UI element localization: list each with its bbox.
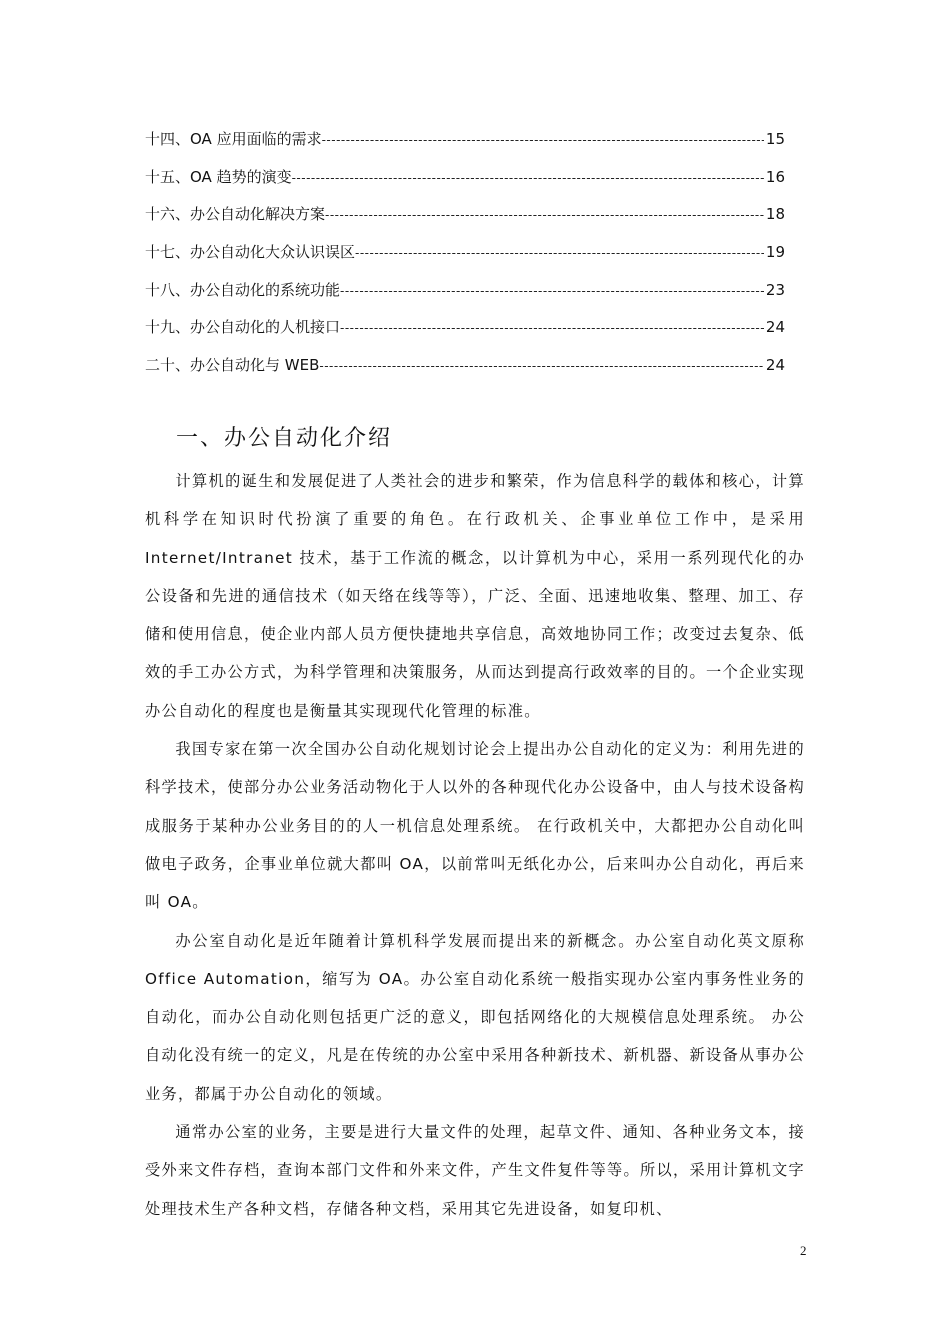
toc-entry[interactable] <box>145 347 785 385</box>
toc-entry[interactable] <box>145 121 785 159</box>
toc-entry-title: 十九、办公自动化的人机接口 <box>145 318 341 337</box>
body-paragraph: 我国专家在第一次全国办公自动化规划讨论会上提出办公自动化的定义为：利用先进的科学技术，使部分办公业务活动物化于人以外的各种现代化办公设备中，由人与技术设备构成服务于某种办公业务目的的人一机信息处理系统。 在行政机关中，大都把办公自动化叫做电子政务，企事业单位就大都叫 OA，以前常叫无纸化办公，后来叫办公自动化，再后来叫 OA。 <box>145 740 805 912</box>
toc-entry[interactable] <box>145 309 785 347</box>
table-of-contents <box>145 121 785 385</box>
toc-entry-page: 24 <box>765 356 785 375</box>
toc-entry-title: 十六、办公自动化解决方案 <box>145 205 326 224</box>
body-paragraph: 计算机的诞生和发展促进了人类社会的进步和繁荣，作为信息科学的载体和核心，计算机科学在知识时代扮演了重要的角色。在行政机关、企事业单位工作中，是采用 Internet/Intranet 技术，基于工作流的概念，以计算机为中心，采用一系列现代化的办公设备和先进的通信技术（如天络在线等等），广泛、全面、迅速地收集、整理、加工、存储和使用信息，使企业内部人员方便快捷地共享信息，高效地协同工作；改变过去复杂、低效的手工办公方式，为科学管理和决策服务，从而达到提高行政效率的目的。一个企业实现办公自动化的程度也是衡量其实现现代化管理的标准。 <box>145 472 805 720</box>
toc-entry-page: 24 <box>765 318 785 337</box>
page-number: 2 <box>800 1243 807 1258</box>
toc-entry-title: 十四、OA 应用面临的需求 <box>145 130 322 148</box>
toc-leader-dashes <box>340 310 764 348</box>
toc-entry-title: 十七、办公自动化大众认识误区 <box>145 243 356 262</box>
toc-leader-dashes <box>322 122 764 160</box>
toc-entry-page: 23 <box>765 280 785 299</box>
toc-entry-page: 19 <box>765 243 785 262</box>
toc-entry-title: 十五、OA 趋势的演变 <box>145 167 292 186</box>
toc-leader-dashes <box>325 197 764 235</box>
toc-entry-page: 15 <box>765 130 785 148</box>
section-body <box>145 462 805 1228</box>
toc-entry-page: 18 <box>765 205 785 224</box>
toc-leader-dashes <box>340 273 764 311</box>
toc-entry-title: 十八、办公自动化的系统功能 <box>145 280 341 299</box>
toc-entry[interactable] <box>145 272 785 310</box>
toc-entry[interactable] <box>145 159 785 197</box>
toc-leader-dashes <box>319 348 764 386</box>
toc-entry-title: 二十、办公自动化与 WEB <box>145 356 320 375</box>
toc-entry[interactable] <box>145 234 785 272</box>
toc-leader-dashes <box>355 235 764 273</box>
toc-entry-page: 16 <box>765 167 785 186</box>
body-paragraph: 办公室自动化是近年随着计算机科学发展而提出来的新概念。办公室自动化英文原称 Office Automation，缩写为 OA。办公室自动化系统一般指实现办公室内事务性业务的自动化，而办公自动化则包括更广泛的意义，即包括网络化的大规模信息处理系统。 办公自动化没有统一的定义，凡是在传统的办公室中采用各种新技术、新机器、新设备从事办公业务，都属于办公自动化的领域。 <box>145 931 805 1103</box>
toc-leader-dashes <box>292 160 764 198</box>
section-heading: 一、办公自动化介绍 <box>176 426 393 451</box>
body-paragraph: 通常办公室的业务，主要是进行大量文件的处理，起草文件、通知、各种业务文本，接受外来文件存档，查询本部门文件和外来文件，产生文件复件等等。所以，采用计算机文字处理技术生产各种文档，存储各种文档，采用其它先进设备，如复印机、 <box>145 1123 805 1218</box>
toc-entry[interactable] <box>145 196 785 234</box>
